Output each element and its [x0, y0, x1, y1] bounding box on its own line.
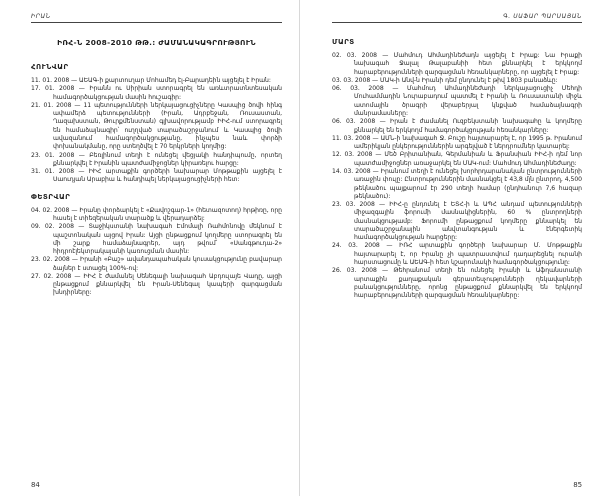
page-number-right: 85 [573, 481, 582, 489]
section-title: ՓԵՏՐՎԱՐ [31, 192, 71, 201]
chronology-entry: 11. 01. 2008 — ԱԵԱԳ-ի քարտուղար Մոհամեդ էլ-Բարադեին այցելել է Իրան: [31, 77, 271, 84]
chronology-entry: 02. 03. 2008 — Մահմուդ Ահմադինեժադն այցելել է Իրաք: Նա Իրաքի նախագահ Ջալալ Թալաբանիի հետ քննարկել է երկկողմ հարաբերությունների զարգացման հեռանկարները, որ այցելել է Իրաք: [332, 52, 582, 76]
chronology-entry: 11. 03. 2008 — ԱՄՆ-ի նախագահ Ջ. Բուշը հայտարարել է, որ 1995 թ. Իրանում ամերիկյան ընկերություններին արգելված է ներդրումներ կատարել: [332, 134, 582, 151]
chronology-entry: 17. 01. 2008 — Իրանն ու Սիրիան ստորագրել են առևտրատնտեսական համագործակցության մասին հուշագիր: [31, 85, 282, 101]
chronology-entry: 23. 02. 2008 — Իրանի «Բաշ» ավանդապահական կուսակցությունը բավարար ձայներ է ստացել 100%-ով: [31, 256, 282, 272]
chronology-entry: 14. 03. 2008 — Իրանում տեղի է ունեցել խորհրդարանական ընտրությունների առաջին փուլը: Ընտրություններին մասնակցել է 43,8 մլն ընտրող, 4,500 թեկնածու պայքարում էր 290 տեղի համար (ընդհանուր 7,6 հազար թեկնածու): [332, 167, 582, 200]
left-page-content [31, 38, 282, 298]
left-page [0, 0, 296, 496]
entry-list [31, 207, 282, 298]
chronology-entry: 21. 01. 2008 — 11 պետությունների ներկայացուցիչները Կասպից ծովի հինգ ափամերձ պետությունների (Իրան, Ադրբեջան, Ռուսաստան, Ղազախստան, Թուրքմենստան) գլխավորությամբ ԻԻՀ-ում ստորագրել են համաձայնագիր՝ ուղղված տարածաշրջանում և Կասպից ծովի ավազանում համագործակցությանը, ինչպես նաև փորձի փոխանակմանը, որը ստեղծվել է 70 երկրների կողմից: [31, 101, 282, 151]
right-page-content [332, 38, 582, 300]
section-march [332, 38, 582, 300]
running-head-left: ԻՐԱՆ [31, 13, 51, 20]
section-january [31, 63, 282, 185]
page-number-left: 84 [31, 481, 40, 489]
chapter-title: ԻՌՀ-Ն 2008-2010 ԹԹ.: ԺԱՄԱՆԱԿԱԳՐՈՒԹՅՈՒՆ [57, 38, 256, 47]
header-rule-left [31, 22, 282, 23]
running-head-right: Գ. ՍԱՖԱՐ ՊԱՐՍԱՅԱՆ [503, 13, 582, 20]
chronology-entry: 23. 01. 2008 — Բեռլինում տեղի է ունեցել վեցյակի հանդիպումը, որտեղ քննարկվել է Իրանին պատժամիջոցներ կիրառելու հարցը: [31, 151, 282, 167]
chronology-entry: 04. 02. 2008 — Իրանը փորձարկել է «Քավոշգար-1» (հետազոտող) հրթիռը, որը հասել է տիեզերական տարածք և վերադարձել: [31, 206, 282, 222]
chronology-entry: 31. 01. 2008 — ԻԻՀ արտաքին գործերի նախարար Մոթթաքին այցելել է Սաուդյան Արաբիա և հանդիպել ներկայացուցիչների հետ: [31, 168, 282, 184]
chronology-entry: 26. 03. 2008 — Թեհրանում տեղի են ունեցել Իրանի և Աֆղանստանի արտաքին քաղաքական գերատեսչությունների ղեկավարների բանակցությունները, որոնց ընթացքում քննարկվել են երկկողմ հարաբերությունների զարգացման հեռանկարները: [332, 267, 582, 300]
section-title: ՀՈՒՆՎԱՐ [31, 63, 69, 71]
right-page [304, 0, 600, 496]
chronology-entry: 06. 03. 2008 — Մահմուդ Ահմադինեժադի ներկայացուցիչ Մեհդի Մուհամմադին Նուրաբադում պատմել է Իրանի և Ռուսաստանի միջև ատոմային ծրագրի վերաբերյալ կնքված համաձայնագրի մանրամասները: [332, 85, 582, 117]
entry-list [332, 52, 582, 300]
chronology-entry: 23. 03. 2008 — ԻԻՀ-ը ընդունել է ԵՏՀ-ի և ԱՊՀ անդամ պետությունների միջազգային ֆորումի մասնակիցներին, 60 % ընտրողների մասնակցությամբ: Ֆորումի ընթացքում կողմերը քննարկել են տարածաշրջանային անվտանգության և էներգետիկ համագործակցության հարցերը: [332, 201, 582, 242]
header-rule-right [332, 22, 582, 23]
chronology-entry: 03. 03. 2008 — ՄԱԿ-ի Անվ-ն Իրանի դեմ ընդունել է թիվ 1803 բանաձևը: [332, 76, 558, 84]
section-title: ՄԱՐՏ [332, 38, 355, 46]
section-february [31, 193, 282, 298]
chronology-entry: 06. 03. 2008 — Իրան է ժամանել Ուզբեկստանի նախագահը և կողմերը քննարկել են երկկողմ համագործակցության հեռանկարները: [332, 118, 582, 134]
chronology-entry: 24. 03. 2008 — ԻՌՀ արտաքին գործերի նախարար Մ. Մոթթաքին հայտարարել է, որ Իրանը չի պատրաստվում դադարեցնել ուրանի հարստացումը և ԱԵԱԳ-ի հետ կշարունակի համագործակցությունը: [332, 242, 582, 267]
chronology-entry: 12. 03. 2008 — Մեծ Բրիտանիան, Գերմանիան և Ֆրանսիան ԻԻՀ-ի դեմ նոր պատժամիջոցներ առաջարկել են ՄԱԿ-ում: Մահմուդ Ահմադինեժադը: [332, 151, 582, 167]
chronology-entry: 27. 02. 2008 — ԻԻՀ է ժամանել Սենեգալի նախագահ Աբդուլայե Վադը, այցի ընթացքում քննարկվել են Իրան-Սենեգալ կապերի զարգացման խնդիրները: [31, 272, 282, 297]
chronology-entry: 09. 02. 2008 — Տաջիկստանի նախագահ Էմոմալի Ռահմոնովը մեկնում է պաշտոնական այցով Իրան: Այցի ընթացքում կողմերը ստորագրել են մի շարք համաձայնագրեր, այդ թվում՝ «Սանգթուդա-2» հիդրոէլեկտրակայանի կառուցման մասին: [31, 223, 282, 256]
page-gutter [299, 0, 300, 496]
entry-list [31, 77, 282, 185]
